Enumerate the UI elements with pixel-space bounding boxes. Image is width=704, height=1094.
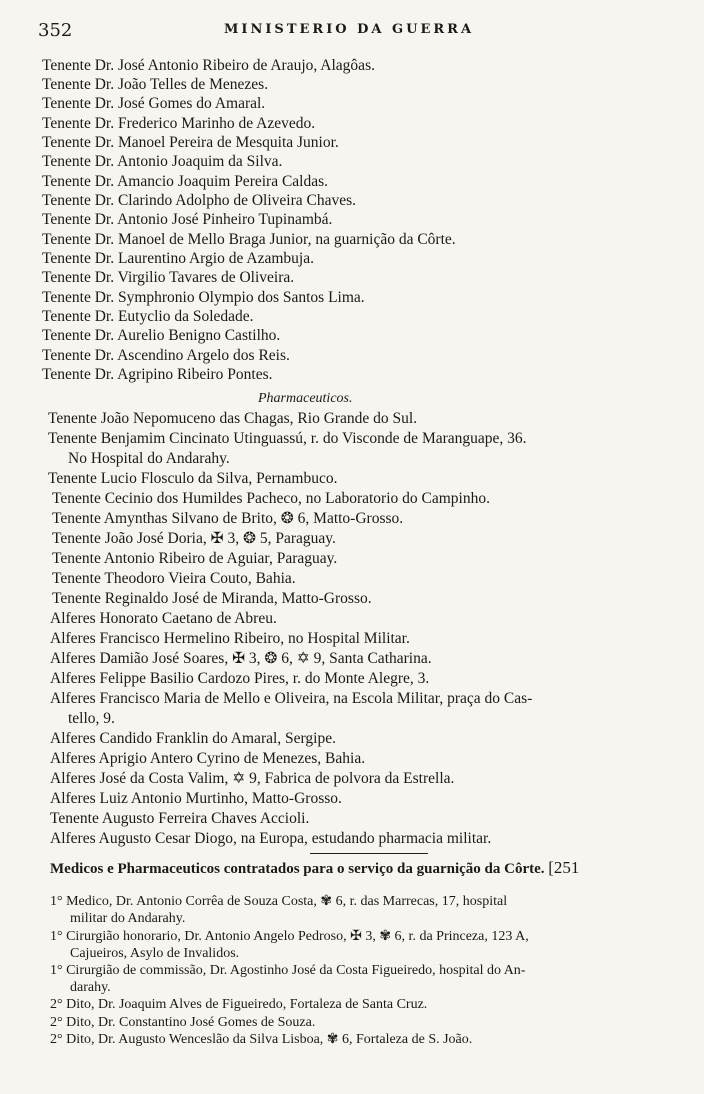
list-item: Tenente Dr. Aurelio Benigno Castilho. [42, 327, 281, 344]
list-item: Alferes Damião José Soares, ✠ 3, ❂ 6, ✡ 9, Santa Catharina. [50, 650, 432, 667]
list-item: Tenente João Nepomuceno das Chagas, Rio Grande do Sul. [48, 410, 418, 427]
list-item: Tenente Dr. Symphronio Olympio dos Santos Lima. [42, 289, 365, 306]
list-item: Tenente Dr. José Gomes do Amaral. [42, 95, 266, 112]
list-item: Tenente Dr. Clarindo Adolpho de Oliveira Chaves. [42, 192, 357, 209]
list-item: Tenente Augusto Ferreira Chaves Accioli. [50, 810, 310, 827]
list-item: Alferes Felippe Basilio Cardozo Pires, r. do Monte Alegre, 3. [50, 670, 430, 687]
list-item: 1° Medico, Dr. Antonio Corrêa de Souza Costa, ✾ 6, r. das Marrecas, 17, hospital [50, 894, 508, 909]
section-heading [50, 858, 579, 878]
section-divider [310, 853, 428, 854]
list-item: Tenente Dr. Amancio Joaquim Pereira Caldas. [42, 173, 329, 190]
list-item: Alferes Francisco Maria de Mello e Oliveira, na Escola Militar, praça do Cas- [50, 690, 533, 707]
pharmaceuticos-subheading: Pharmaceuticos. [258, 391, 353, 406]
page-number: 352 [38, 20, 73, 41]
list-item: Tenente Dr. Ascendino Argelo dos Reis. [42, 347, 290, 364]
list-item: Alferes Honorato Caetano de Abreu. [50, 610, 277, 627]
list-item: Tenente Antonio Ribeiro de Aguiar, Paraguay. [52, 550, 338, 567]
list-item: Tenente Dr. Frederico Marinho de Azevedo. [42, 115, 316, 132]
list-item: Tenente Theodoro Vieira Couto, Bahia. [52, 570, 296, 587]
list-item: 2° Dito, Dr. Joaquim Alves de Figueiredo, Fortaleza de Santa Cruz. [50, 997, 428, 1012]
list-item: Tenente Cecinio dos Humildes Pacheco, no Laboratorio do Campinho. [52, 490, 490, 507]
list-item: Alferes Candido Franklin do Amaral, Sergipe. [50, 730, 336, 747]
list-item: Tenente Dr. Agripino Ribeiro Pontes. [42, 366, 273, 383]
list-item: darahy. [70, 980, 111, 995]
list-item: Tenente Dr. Antonio José Pinheiro Tupinambá. [42, 211, 333, 228]
section-ref: [251 [548, 858, 580, 877]
list-item: 2° Dito, Dr. Constantino José Gomes de Souza. [50, 1015, 316, 1030]
list-item: No Hospital do Andarahy. [68, 450, 230, 467]
list-item: Tenente Lucio Flosculo da Silva, Pernambuco. [48, 470, 338, 487]
list-item: Tenente Dr. Manoel Pereira de Mesquita Junior. [42, 134, 339, 151]
list-item: Alferes José da Costa Valim, ✡ 9, Fabrica de polvora da Estrella. [50, 770, 455, 787]
list-item: 2° Dito, Dr. Augusto Wenceslão da Silva Lisboa, ✾ 6, Fortaleza de S. João. [50, 1032, 473, 1047]
list-item: Tenente Dr. Eutyclio da Soledade. [42, 308, 254, 325]
list-item: 1° Cirurgião de commissão, Dr. Agostinho José da Costa Figueiredo, hospital do An- [50, 963, 526, 978]
list-item: Alferes Francisco Hermelino Ribeiro, no Hospital Militar. [50, 630, 410, 647]
list-item: Tenente Amynthas Silvano de Brito, ❂ 6, Matto-Grosso. [52, 510, 404, 527]
list-item: tello, 9. [68, 710, 115, 727]
list-item: militar do Andarahy. [70, 911, 186, 926]
list-item: Tenente João José Doria, ✠ 3, ❂ 5, Paraguay. [52, 530, 336, 547]
list-item: Cajueiros, Asylo de Invalidos. [70, 946, 240, 961]
list-item: Tenente Dr. Antonio Joaquim da Silva. [42, 153, 283, 170]
list-item: 1° Cirurgião honorario, Dr. Antonio Angelo Pedroso, ✠ 3, ✾ 6, r. da Princeza, 123 A, [50, 929, 529, 944]
list-item: Tenente Dr. João Telles de Menezes. [42, 76, 269, 93]
section-title: Medicos e Pharmaceuticos contratados para o serviço da guarnição da Côrte. [50, 861, 545, 877]
list-item: Tenente Reginaldo José de Miranda, Matto-Grosso. [52, 590, 372, 607]
list-item: Tenente Dr. Manoel de Mello Braga Junior, na guarnição da Côrte. [42, 231, 456, 248]
page-header [38, 20, 678, 44]
list-item: Alferes Luiz Antonio Murtinho, Matto-Grosso. [50, 790, 342, 807]
list-item: Alferes Augusto Cesar Diogo, na Europa, estudando pharmacia militar. [50, 830, 492, 847]
list-item: Tenente Dr. Virgilio Tavares de Oliveira. [42, 269, 295, 286]
list-item: Tenente Benjamim Cincinato Utinguassú, r. do Visconde de Maranguape, 36. [48, 430, 527, 447]
list-item: Tenente Dr. José Antonio Ribeiro de Araujo, Alagôas. [42, 57, 375, 74]
running-head: MINISTERIO DA GUERRA [224, 22, 475, 37]
list-item: Tenente Dr. Laurentino Argio de Azambuja. [42, 250, 314, 267]
list-item: Alferes Aprigio Antero Cyrino de Menezes, Bahia. [50, 750, 366, 767]
